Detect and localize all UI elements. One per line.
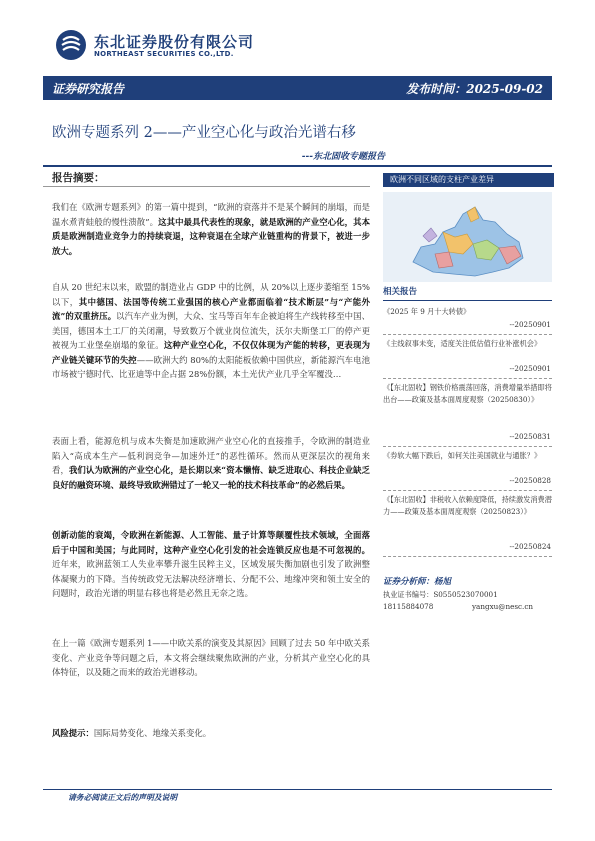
para-text: ——欧洲大约 80%的太阳能板依赖中国供应，新能源汽车电池市场被宁德时代、比亚迪等中企占据 28%份额，本土光伏产业几乎全军覆没… (52, 354, 370, 379)
para-text: 自从 20 世纪末以来，欧盟的制造业占 GDP 中的比例，从 20%以上逐步萎缩至 15%以下， (52, 282, 370, 307)
risk-text: 国际局势变化、地缘关系变化。 (93, 728, 212, 738)
para-bold-text: 创新动能的衰竭，令欧洲在新能源、人工智能、量子计算等颠覆性技术领域，全面落后于中国和美国；与此同时，这种产业空心化引发的社会连锁反应也是不可忽视的。 (52, 530, 370, 555)
report-type: 证券研究报告 (52, 82, 125, 96)
related-divider (383, 300, 552, 301)
related-report-5-date: --20250824 (509, 542, 551, 551)
publish-date: 发布时间：2025-09-02 (406, 82, 543, 96)
related-separator (383, 334, 552, 335)
para-text: 在上一篇《欧洲专题系列 1——中欧关系的演变及其原因》回顾了过去 50 年中欧关系变化、产业竞争等问题之后，本文将会继续聚焦欧洲的产业，分析其产业空心化的具体特征，以及随之而来的政治光谱移动。 (52, 638, 370, 677)
para-text: 近年来，欧洲蓝领工人失业率攀升滋生民粹主义，区域发展失衡加剧也引发了欧洲整体凝聚力的下降。当传统政党无法解决经济增长、分配不公、地缘冲突和领土安全的问题时，政治光谱的明显右移也将是必然且无奈之选。 (52, 559, 370, 598)
report-subtitle: ---东北固收专题报告 (301, 152, 385, 162)
related-report-4[interactable]: 《券软大幅下跌后，如何关注美国就业与通胀？》 (383, 451, 542, 460)
brand-name-en: NORTHEAST SECURITIES CO.,LTD. (94, 50, 234, 58)
analyst-heading: 证券分析师：杨旭 (383, 577, 452, 587)
related-report-3-date: --20250831 (509, 432, 551, 441)
related-separator (383, 490, 552, 491)
report-title: 欧洲专题系列 2——产业空心化与政治光谱右移 (52, 125, 356, 141)
related-separator (383, 556, 552, 557)
abstract-paragraph-3 (52, 434, 370, 492)
footer-disclaimer[interactable]: 请务必阅读正文后的声明及说明 (68, 793, 178, 802)
abstract-paragraph-2 (52, 280, 370, 382)
company-logo (56, 30, 86, 60)
related-heading: 相关报告 (383, 287, 418, 297)
footer-divider (43, 789, 552, 790)
related-report-1[interactable]: 《2025 年 9 月十大转债》 (383, 307, 471, 316)
abstract-divider (43, 186, 370, 187)
related-report-2-date: --20250901 (509, 364, 551, 373)
abstract-paragraph-5 (52, 636, 370, 680)
related-report-4-date: --20250828 (509, 476, 551, 485)
abstract-paragraph-4 (52, 528, 370, 601)
analyst-phone: 18115884078 (383, 602, 434, 611)
analyst-email[interactable]: yangxu@nesc.cn (472, 602, 533, 611)
para-bold-text: 其中德国、法国等传统工业强国的核心产业都面临着“技术断层”与“产能外流”的双重挤压。 (52, 296, 371, 321)
related-report-5[interactable]: 《【东北固收】非税收入依赖度降低，持续激发消费潜力——政策及基本面周度观察（20250823）》 (383, 495, 552, 516)
europe-map-icon (383, 192, 552, 282)
para-bold-text: 我们认为欧洲的产业空心化，是长期以来“资本懒惰、缺乏进取心、科技企业缺乏良好的融资环境、最终导致欧洲错过了一轮又一轮的技术科技革命”的必然后果。 (52, 465, 370, 490)
abstract-paragraph-1 (52, 200, 370, 258)
para-bold-text: 这其中最具代表性的现象，就是欧洲的产业空心化，其本质是欧洲制造业竞争力的持续衰退，这种衰退在全球产业链重构的背景下，被进一步放大。 (52, 216, 371, 256)
related-report-2[interactable]: 《主线叙事未变，适度关注低估值行业补涨机会》 (383, 339, 542, 348)
related-separator (383, 446, 552, 447)
brand-name-cn: 东北证券股份有限公司 (94, 33, 255, 51)
risk-label: 风险提示： (52, 728, 94, 738)
side-box-title: 欧洲不同区域的支柱产业差异 (390, 175, 494, 184)
para-text: 以汽车产业为例，大众、宝马等百年车企被迫将生产线转移至中国、美国，德国本土工厂的关闭潮，导致数万个就业岗位流失，沃尔夫斯堡工厂的停产更被视为工业堡垒崩塌的象征。 (52, 311, 370, 350)
related-report-3[interactable]: 《【东北固收】钢铁价格震荡回落，消费增量举措即将出台——政策及基本面周度观察（20250830）》 (383, 383, 552, 404)
related-report-1-date: --20250901 (509, 320, 551, 329)
analyst-license: 执业证书编号：S0550523070001 (383, 590, 498, 599)
title-divider (43, 165, 552, 167)
para-text: 表面上看，能源危机与成本失衡是加速欧洲产业空心化的直接推手，令欧洲的制造业陷入“高成本生产—低利润竞争—加速外迁”的恶性循环。然而从更深层次的视角来看， (52, 436, 370, 475)
northeast-securities-logo-icon (56, 30, 86, 60)
related-separator (383, 378, 552, 379)
para-text: 我们在《欧洲专题系列》的第一篇中提到，“欧洲的衰落并不是某个瞬间的崩塌，而是温水煮青蛙般的慢性溃散”。 (52, 202, 370, 227)
risk-warning (52, 727, 211, 739)
para-bold-text: 这种产业空心化，不仅仅体现为产能的转移，更表现为产业链关键环节的失控 (52, 340, 371, 365)
abstract-heading: 报告摘要： (52, 172, 105, 184)
